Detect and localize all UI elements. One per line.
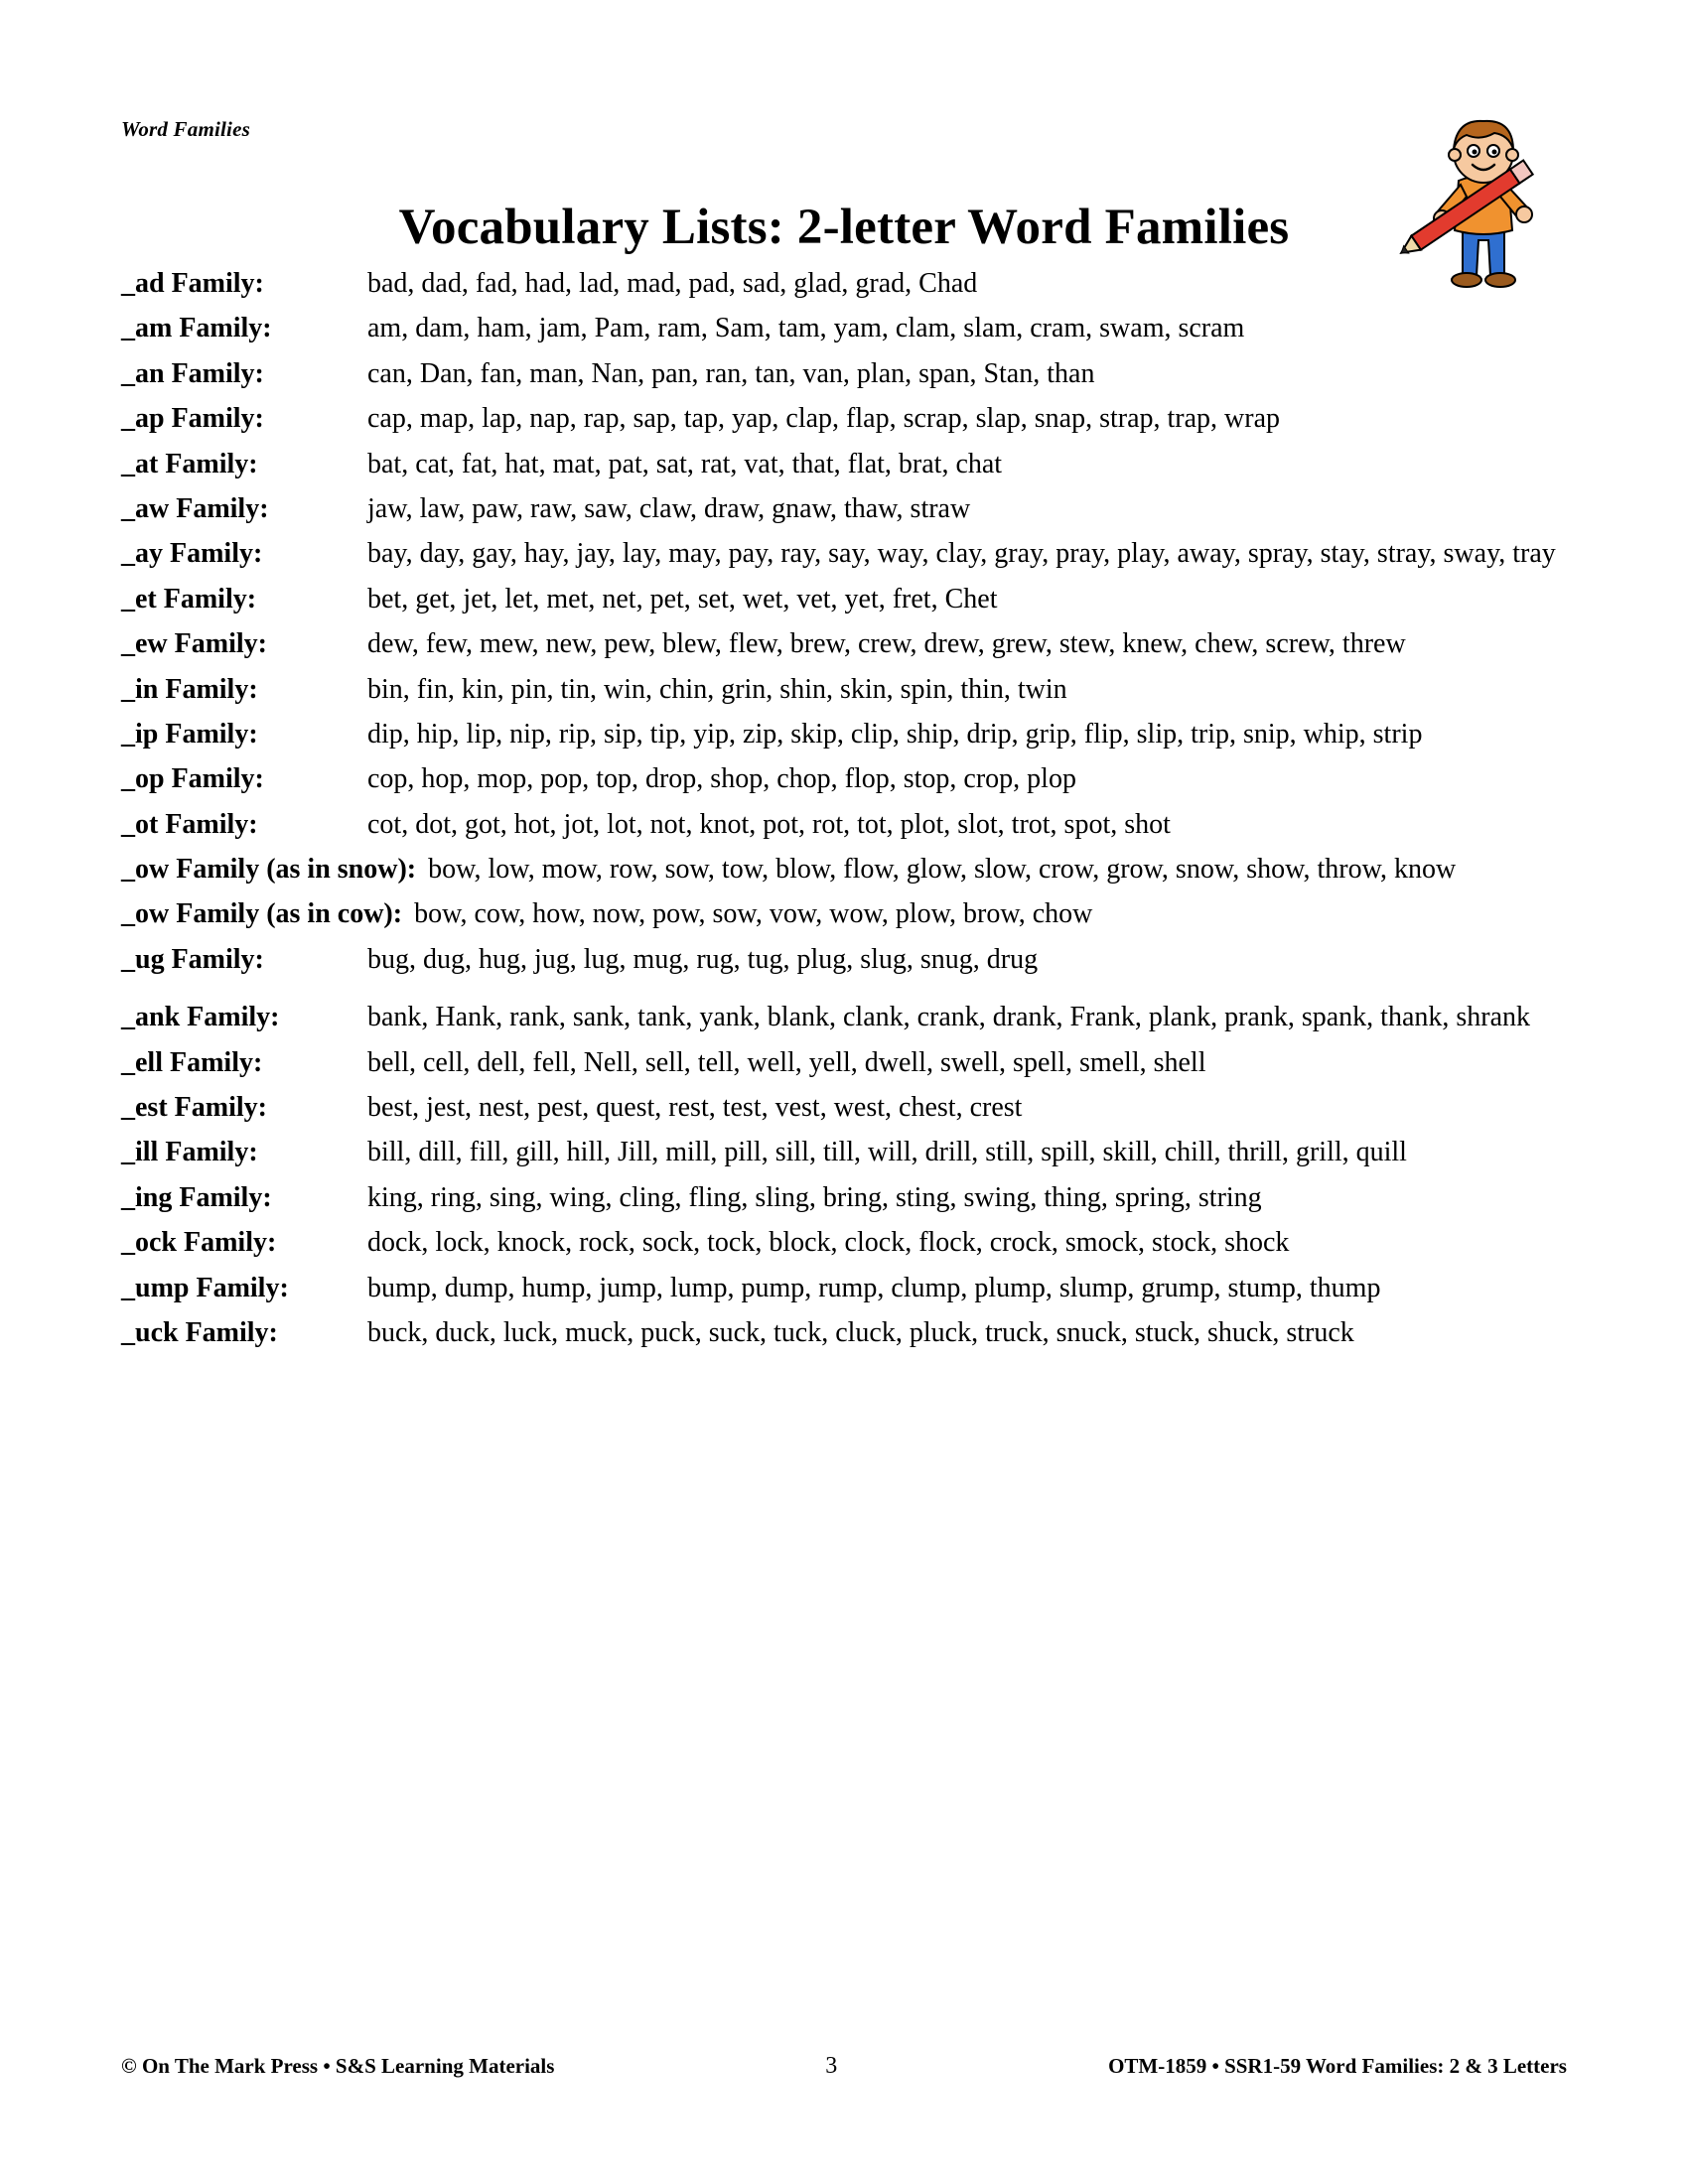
word-family-row <box>121 536 1571 572</box>
family-name: _ow Family (as in snow): <box>121 854 417 886</box>
family-name: _ap Family: <box>121 403 264 435</box>
family-words: bow, low, mow, row, sow, tow, blow, flow, glow, slow, crow, grow, snow, show, throw, know <box>428 854 1457 886</box>
footer-copyright: © On The Mark Press • S&S Learning Materials <box>121 2054 555 2078</box>
page-number: 3 <box>825 2053 838 2079</box>
family-name: _ew Family: <box>121 628 267 660</box>
family-name: _ing Family: <box>121 1181 272 1213</box>
family-name: _ill Family: <box>121 1137 258 1168</box>
family-words: bin, fin, kin, pin, tin, win, chin, grin, shin, skin, spin, thin, twin <box>367 673 1067 705</box>
family-words: bad, dad, fad, had, lad, mad, pad, sad, glad, grad, Chad <box>367 268 978 299</box>
family-name: _ump Family: <box>121 1272 289 1303</box>
family-words: bug, dug, hug, jug, lug, mug, rug, tug, plug, slug, snug, drug <box>367 943 1039 975</box>
family-words: king, ring, sing, wing, cling, fling, sling, bring, sting, swing, thing, spring, string <box>367 1181 1262 1213</box>
family-words: cap, map, lap, nap, rap, sap, tap, yap, clap, flap, scrap, slap, snap, strap, trap, wrap <box>367 403 1281 435</box>
footer-product-code: OTM-1859 • SSR1-59 Word Families: 2 & 3 Letters <box>1108 2054 1567 2078</box>
word-family-row <box>121 1225 1571 1261</box>
family-name: _in Family: <box>121 673 258 705</box>
family-words: bell, cell, dell, fell, Nell, sell, tell, well, yell, dwell, swell, spell, smell, shell <box>367 1046 1206 1078</box>
word-family-row <box>121 582 1571 617</box>
word-family-row <box>121 1090 1571 1126</box>
family-name: _ad Family: <box>121 268 264 299</box>
family-name: _at Family: <box>121 448 258 479</box>
word-family-row <box>121 896 1571 932</box>
word-family-row <box>121 807 1571 843</box>
family-name: _et Family: <box>121 583 257 614</box>
word-family-row <box>121 1180 1571 1216</box>
family-name: _uck Family: <box>121 1316 278 1348</box>
word-family-row <box>121 1000 1571 1035</box>
family-words: bank, Hank, rank, sank, tank, yank, blank, clank, crank, drank, Frank, plank, prank, spank, thank, shrank <box>367 1002 1531 1033</box>
family-words: bay, day, gay, hay, jay, lay, may, pay, ray, say, way, clay, gray, pray, play, away, spray, stay, stray, sway, tray <box>367 538 1556 570</box>
family-name: _ip Family: <box>121 718 258 750</box>
word-family-row <box>121 266 1571 302</box>
word-family-row <box>121 447 1571 482</box>
word-family-row <box>121 672 1571 708</box>
family-words: bet, get, jet, let, met, net, pet, set, wet, vet, yet, fret, Chet <box>367 583 998 614</box>
family-words: buck, duck, luck, muck, puck, suck, tuck, cluck, pluck, truck, snuck, stuck, shuck, struck <box>367 1316 1354 1348</box>
family-words: dew, few, mew, new, pew, blew, flew, brew, crew, drew, grew, stew, knew, chew, screw, threw <box>367 628 1406 660</box>
family-name: _am Family: <box>121 313 272 344</box>
page-title: Vocabulary Lists: 2-letter Word Families <box>398 200 1290 256</box>
family-name: _est Family: <box>121 1092 267 1124</box>
family-words: can, Dan, fan, man, Nan, pan, ran, tan, van, plan, span, Stan, than <box>367 357 1095 389</box>
family-words: am, dam, ham, jam, Pam, ram, Sam, tam, yam, clam, slam, cram, swam, scram <box>367 313 1245 344</box>
family-words: cop, hop, mop, pop, top, drop, shop, chop, flop, stop, crop, plop <box>367 763 1076 795</box>
word-family-row <box>121 852 1571 887</box>
family-words: bow, cow, how, now, pow, sow, vow, wow, plow, brow, chow <box>414 898 1093 930</box>
word-family-row <box>121 491 1571 527</box>
family-words: bill, dill, fill, gill, hill, Jill, mill, pill, sill, till, will, drill, still, spill, skill, chill, thrill, grill, quill <box>367 1137 1407 1168</box>
family-name: _ow Family (as in cow): <box>121 898 403 930</box>
family-name: _ug Family: <box>121 943 264 975</box>
word-family-row <box>121 717 1571 752</box>
word-family-row <box>121 311 1571 346</box>
family-words: best, jest, nest, pest, quest, rest, test, vest, west, chest, crest <box>367 1092 1023 1124</box>
word-family-row <box>121 1135 1571 1170</box>
word-family-list <box>121 266 1571 1360</box>
family-words: bat, cat, fat, hat, mat, pat, sat, rat, vat, that, flat, brat, chat <box>367 448 1003 479</box>
family-words: dock, lock, knock, rock, sock, tock, block, clock, flock, crock, smock, stock, shock <box>367 1227 1290 1259</box>
page-footer <box>121 2053 1567 2080</box>
family-words: cot, dot, got, hot, jot, lot, not, knot, pot, rot, tot, plot, slot, trot, spot, shot <box>367 808 1171 840</box>
page-header-tag: Word Families <box>121 117 250 141</box>
family-words: jaw, law, paw, raw, saw, claw, draw, gnaw, thaw, straw <box>367 492 971 524</box>
family-name: _ank Family: <box>121 1002 280 1033</box>
family-name: _ot Family: <box>121 808 258 840</box>
family-words: dip, hip, lip, nip, rip, sip, tip, yip, zip, skip, clip, ship, drip, grip, flip, slip, trip, snip, whip, strip <box>367 718 1423 750</box>
word-family-row <box>121 401 1571 437</box>
word-family-row <box>121 942 1571 978</box>
family-name: _ock Family: <box>121 1227 277 1259</box>
word-family-row <box>121 356 1571 392</box>
word-family-row <box>121 1045 1571 1081</box>
family-name: _ell Family: <box>121 1046 263 1078</box>
word-family-row <box>121 1271 1571 1306</box>
word-family-row <box>121 1315 1571 1351</box>
family-name: _op Family: <box>121 763 264 795</box>
word-family-row <box>121 626 1571 662</box>
family-name: _an Family: <box>121 357 264 389</box>
family-words: bump, dump, hump, jump, lump, pump, rump, clump, plump, slump, grump, stump, thump <box>367 1272 1381 1303</box>
word-family-row <box>121 761 1571 797</box>
family-name: _ay Family: <box>121 538 263 570</box>
family-name: _aw Family: <box>121 492 269 524</box>
